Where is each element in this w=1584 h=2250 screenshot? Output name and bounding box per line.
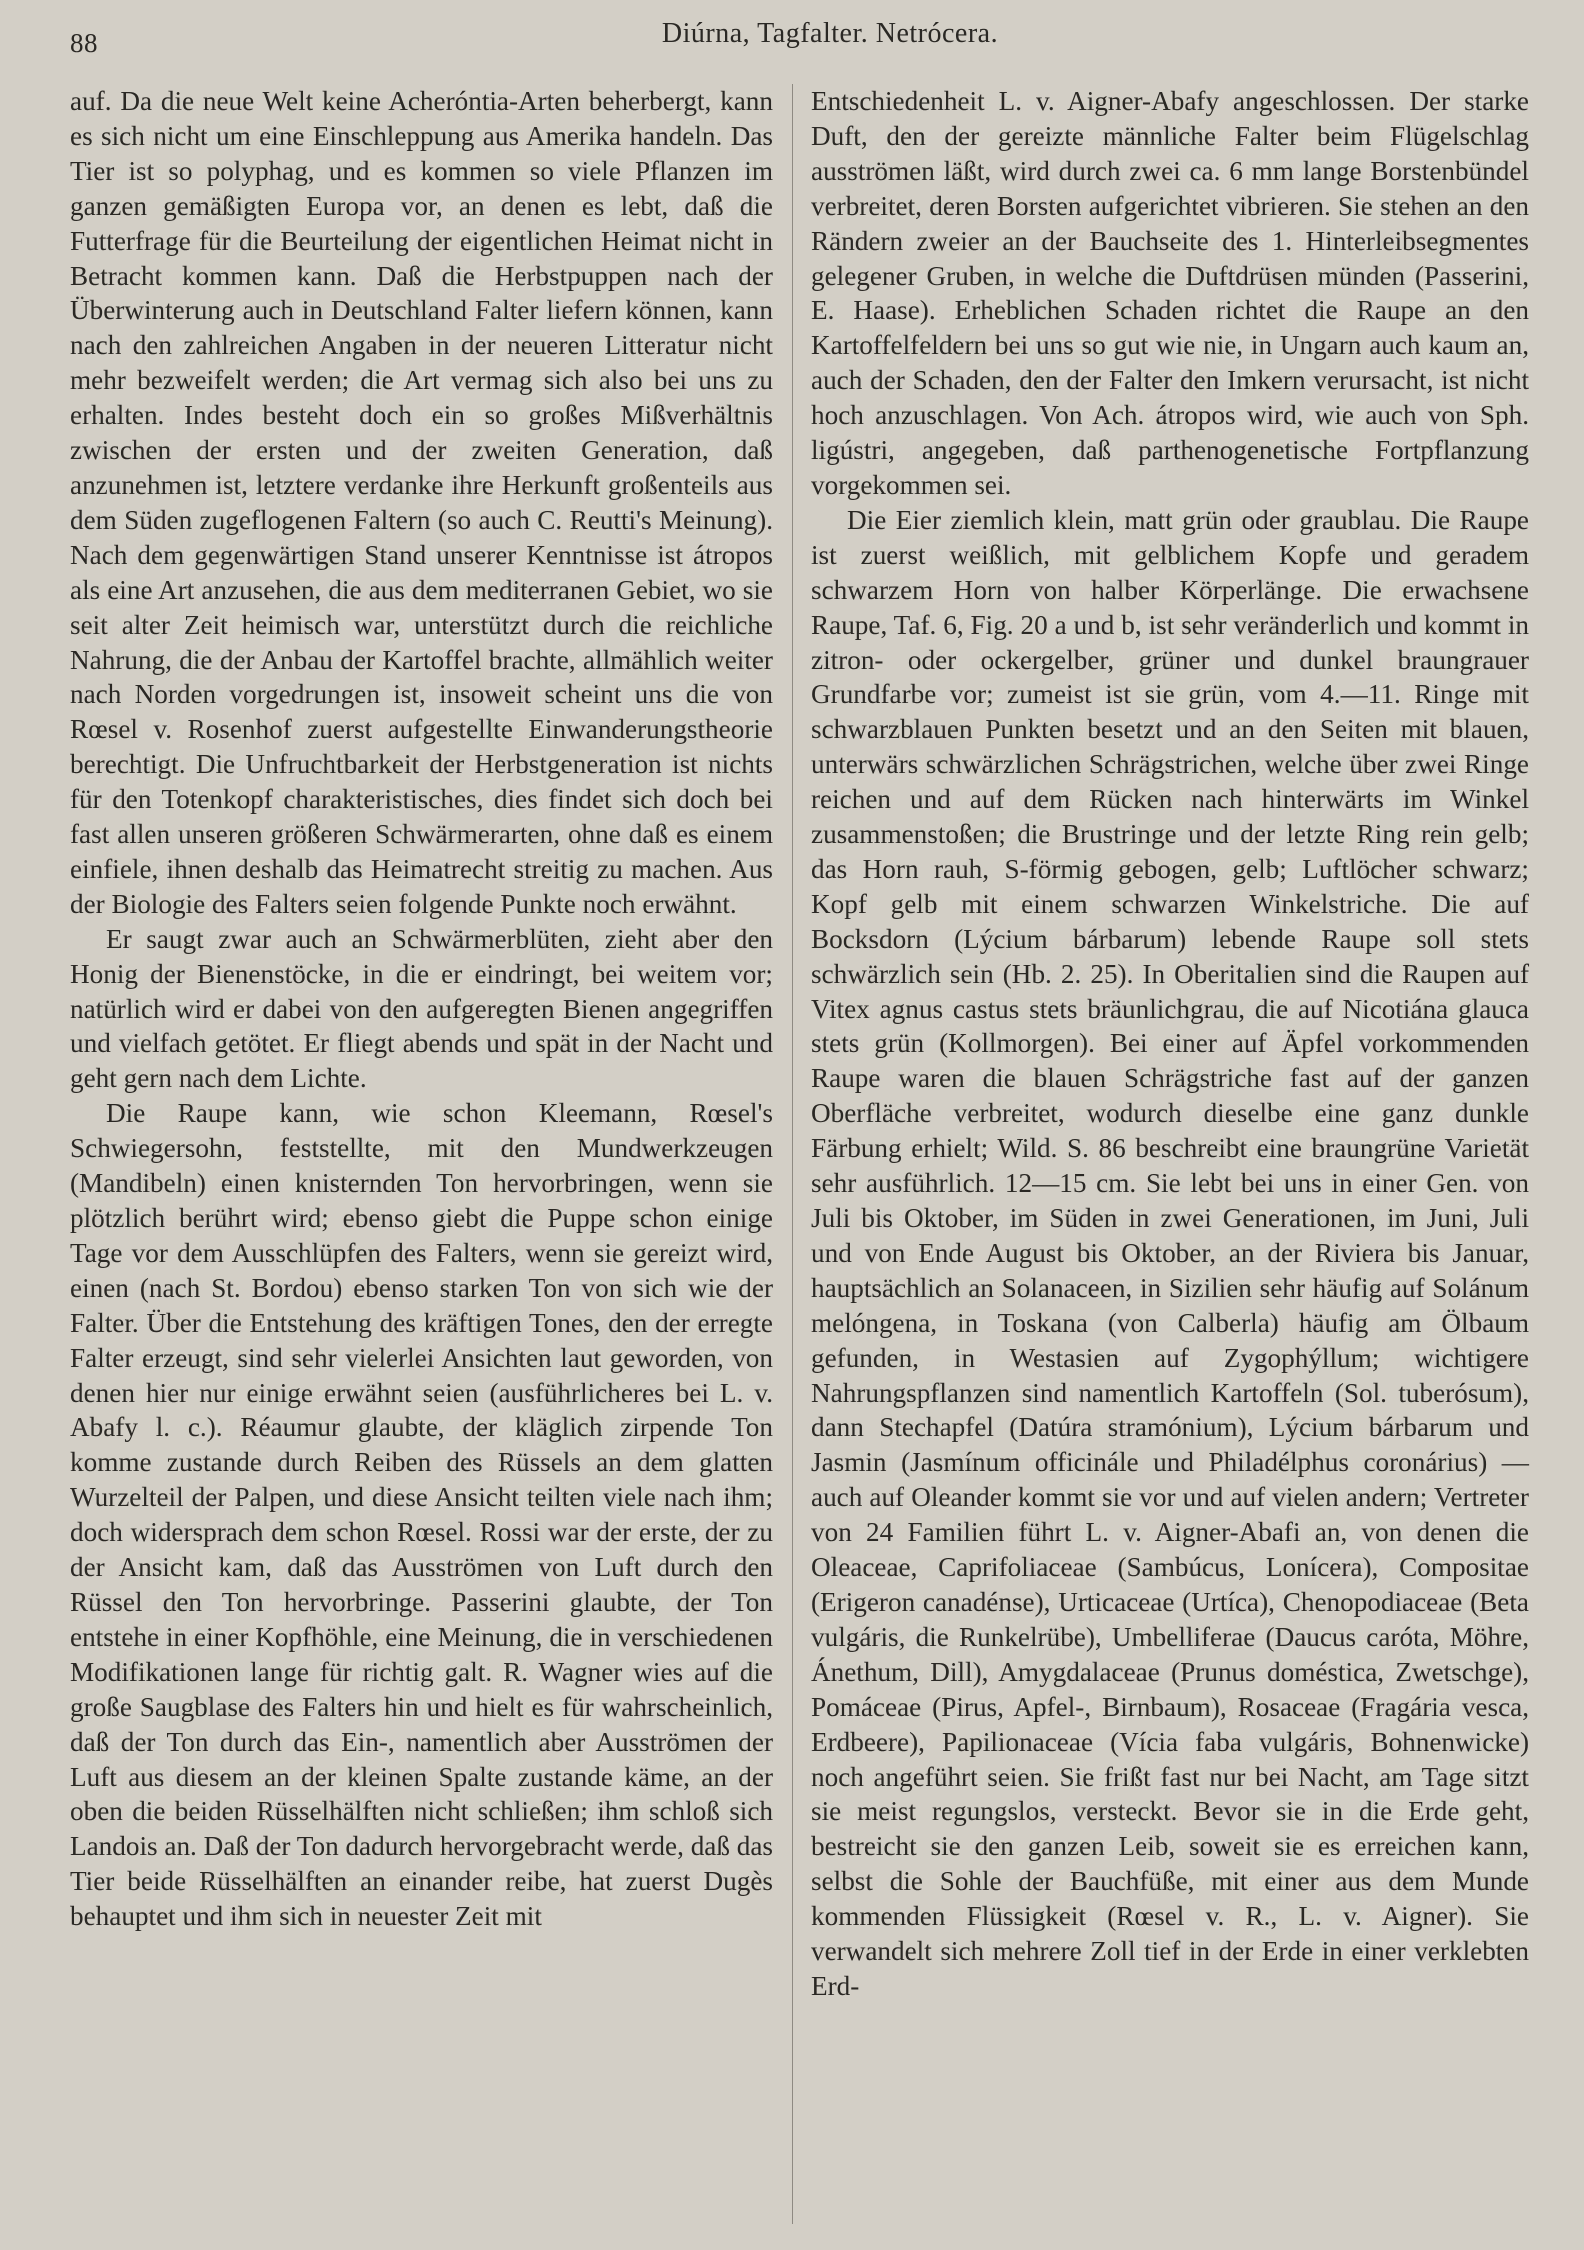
column-divider <box>792 84 793 2224</box>
paragraph: Er saugt zwar auch an Schwärmerblüten, zieht aber den Honig der Bienenstöcke, in die er eindringt, bei weitem vor; natürlich wird er dabei von den aufgeregten Bienen angegriffen und vielfach getötet. Er fliegt abends und spät in der Nacht und geht gern nach dem Lichte. <box>70 923 773 1094</box>
paragraph: Entschiedenheit L. v. Aigner-Abafy angeschlossen. Der starke Duft, den der gereizte männliche Falter beim Flügelschlag ausströmen läßt, wird durch zwei ca. 6 mm lange Borstenbündel verbreitet, deren Borsten aufgerichtet vibrieren. Sie stehen an den Rändern zweier an der Bauchseite des 1. Hinterleibsegmentes gelegener Gruben, in welche die Duftdrüsen münden (Passerini, E. Haase). Erheblichen Schaden richtet die Raupe an den Kartoffelfeldern bei uns so gut wie nie, in Ungarn auch kaum an, auch der Schaden, den der Falter den Imkern verursacht, ist nicht hoch anzuschlagen. Von Ach. átropos wird, wie auch von Sph. ligústri, angegeben, daß parthenogenetische Fortpflanzung vorgekommen sei. <box>811 86 1529 500</box>
page-number: 88 <box>70 28 98 58</box>
running-title: Diúrna, Tagfalter. Netrócera. <box>661 18 999 49</box>
paragraph: Die Eier ziemlich klein, matt grün oder graublau. Die Raupe ist zuerst weißlich, mit gelblichem Kopfe und geradem schwarzem Horn von halber Körperlänge. Die erwachsene Raupe, Taf. 6, Fig. 20 a und b, ist sehr veränderlich und kommt in zitron- oder ockergelber, grüner und dunkel braungrauer Grundfarbe vor; zumeist ist sie grün, vom 4.—11. Ringe mit schwarzblauen Punkten besetzt und an den Seiten mit blauen, unterwärs schwärzlichen Schrägstrichen, welche über zwei Ringe reichen und auf dem Rücken nach hinterwärts im Winkel zusammenstoßen; die Brustringe und der letzte Ring rein gelb; das Horn rauh, S-förmig gebogen, gelb; Luftlöcher schwarz; Kopf gelb mit einem schwarzen Winkelstriche. Die auf Bocksdorn (Lýcium bárbarum) lebende Raupe soll stets schwärzlich sein (Hb. 2. 25). In Oberitalien sind die Raupen auf Vitex agnus castus stets bräunlichgrau, die auf Nicotiána glauca stets grün (Kollmorgen). Bei einer auf Äpfel vorkommenden Raupe waren die blauen Schrägstriche fast auf der ganzen Oberfläche verbreitet, wodurch dieselbe eine ganz dunkle Färbung erhielt; Wild. S. 86 beschreibt eine braungrüne Varietät sehr ausführlich. 12—15 cm. Sie lebt bei uns in einer Gen. von Juli bis Oktober, im Süden in zwei Generationen, im Juni, Juli und von Ende August bis Oktober, an der Riviera bis Januar, hauptsächlich an Solanaceen, in Sizilien sehr häufig auf Solánum melóngena, in Toskana (von Calberla) häufig am Ölbaum gefunden, in Westasien auf Zygophýllum; wichtigere Nahrungspflanzen sind namentlich Kartoffeln (Sol. tuberósum), dann Stechapfel (Datúra stramónium), Lýcium bárbarum und Jasmin (Jasmínum officinále und Philadélphus coronárius) — auch auf Oleander kommt sie vor und auf vielen andern; Vertreter von 24 Familien führt L. v. Aigner-Abafi an, von denen die Oleaceae, Caprifoliaceae (Sambúcus, Lonícera), Compositae (Erigeron canadénse), Urticaceae (Urtíca), Chenopodiaceae (Beta vulgáris, die Runkelrübe), Umbelliferae (Daucus caróta, Möhre, Ánethum, Dill), Amygdalaceae (Prunus doméstica, Zwetschge), Pomáceae (Pirus, Apfel-, Birnbaum), Rosaceae (Fragária vesca, Erdbeere), Papilionaceae (Vícia faba vulgáris, Bohnenwicke) noch angeführt seien. Sie frißt fast nur bei Nacht, am Tage sitzt sie meist regungslos, versteckt. Bevor sie in die Erde geht, bestreicht sie den ganzen Leib, soweit sie es erreichen kann, selbst die Sohle der Bauchfüße, mit einer aus dem Munde kommenden Flüssigkeit (Rœsel v. R., L. v. Aigner). Sie verwandelt sich mehrere Zoll tief in der Erde in einer verklebten Erd- <box>811 504 1529 2001</box>
paragraph: auf. Da die neue Welt keine Acheróntia-Arten beherbergt, kann es sich nicht um eine Einschleppung aus Amerika handeln. Das Tier ist so polyphag, und es kommen so viele Pflanzen im ganzen gemäßigten Europa vor, an denen es lebt, daß die Futterfrage für die Beurteilung der eigentlichen Heimat nicht in Betracht kommen kann. Daß die Herbstpuppen nach der Überwinterung auch in Deutschland Falter liefern können, kann nach den zahlreichen Angaben in der neueren Litteratur nicht mehr bezweifelt werden; die Art vermag sich also bei uns zu erhalten. Indes besteht doch ein so großes Mißverhältnis zwischen der ersten und der zweiten Generation, daß anzunehmen ist, letztere verdanke ihre Herkunft großenteils aus dem Süden zugeflogenen Faltern (so auch C. Reutti's Meinung). Nach dem gegenwärtigen Stand unserer Kenntnisse ist átropos als eine Art anzusehen, die aus dem mediterranen Gebiet, wo sie seit alter Zeit heimisch war, unterstützt durch die reichliche Nahrung, die der Anbau der Kartoffel brachte, allmählich weiter nach Norden vorgedrungen ist, insoweit scheint uns die von Rœsel v. Rosenhof zuerst aufgestellte Einwanderungstheorie berechtigt. Die Unfruchtbarkeit der Herbstgeneration ist nichts für den Totenkopf charakteristisches, dies findet sich doch bei fast allen unseren größeren Schwärmerarten, ohne daß es einem einfiele, ihnen deshalb das Heimatrecht streitig zu machen. Aus der Biologie des Falters seien folgende Punkte noch erwähnt. <box>70 86 773 919</box>
left-column <box>70 84 773 1934</box>
right-column <box>811 84 1529 2004</box>
paragraph: Die Raupe kann, wie schon Kleemann, Rœsel's Schwiegersohn, feststellte, mit den Mundwerkzeugen (Mandibeln) einen knisternden Ton hervorbringen, wenn sie plötzlich berührt wird; ebenso giebt die Puppe schon einige Tage vor dem Ausschlüpfen des Falters, wenn sie gereizt wird, einen (nach St. Bordou) ebenso starken Ton von sich wie der Falter. Über die Entstehung des kräftigen Tones, den der erregte Falter erzeugt, sind sehr vielerlei Ansichten laut geworden, von denen hier nur einige erwähnt seien (ausführlicheres bei L. v. Abafy l. c.). Réaumur glaubte, der kläglich zirpende Ton komme zustande durch Reiben des Rüssels an dem glatten Wurzelteil der Palpen, und diese Ansicht teilten viele nach ihm; doch widersprach dem schon Rœsel. Rossi war der erste, der zu der Ansicht kam, daß das Ausströmen von Luft durch den Rüssel den Ton hervorbringe. Passerini glaubte, der Ton entstehe in einer Kopfhöhle, eine Meinung, die in verschiedenen Modifikationen lange für richtig galt. R. Wagner wies auf die große Saugblase des Falters hin und hielt es für wahrscheinlich, daß der Ton durch das Ein-, namentlich aber Ausströmen der Luft aus diesem an der kleinen Spalte zustande käme, an der oben die beiden Rüsselhälften nicht schließen; ihm schloß sich Landois an. Daß der Ton dadurch hervorgebracht werde, daß das Tier beide Rüsselhälften an einander reibe, hat zuerst Dugès behauptet und ihm sich in neuester Zeit mit <box>70 1098 773 1932</box>
